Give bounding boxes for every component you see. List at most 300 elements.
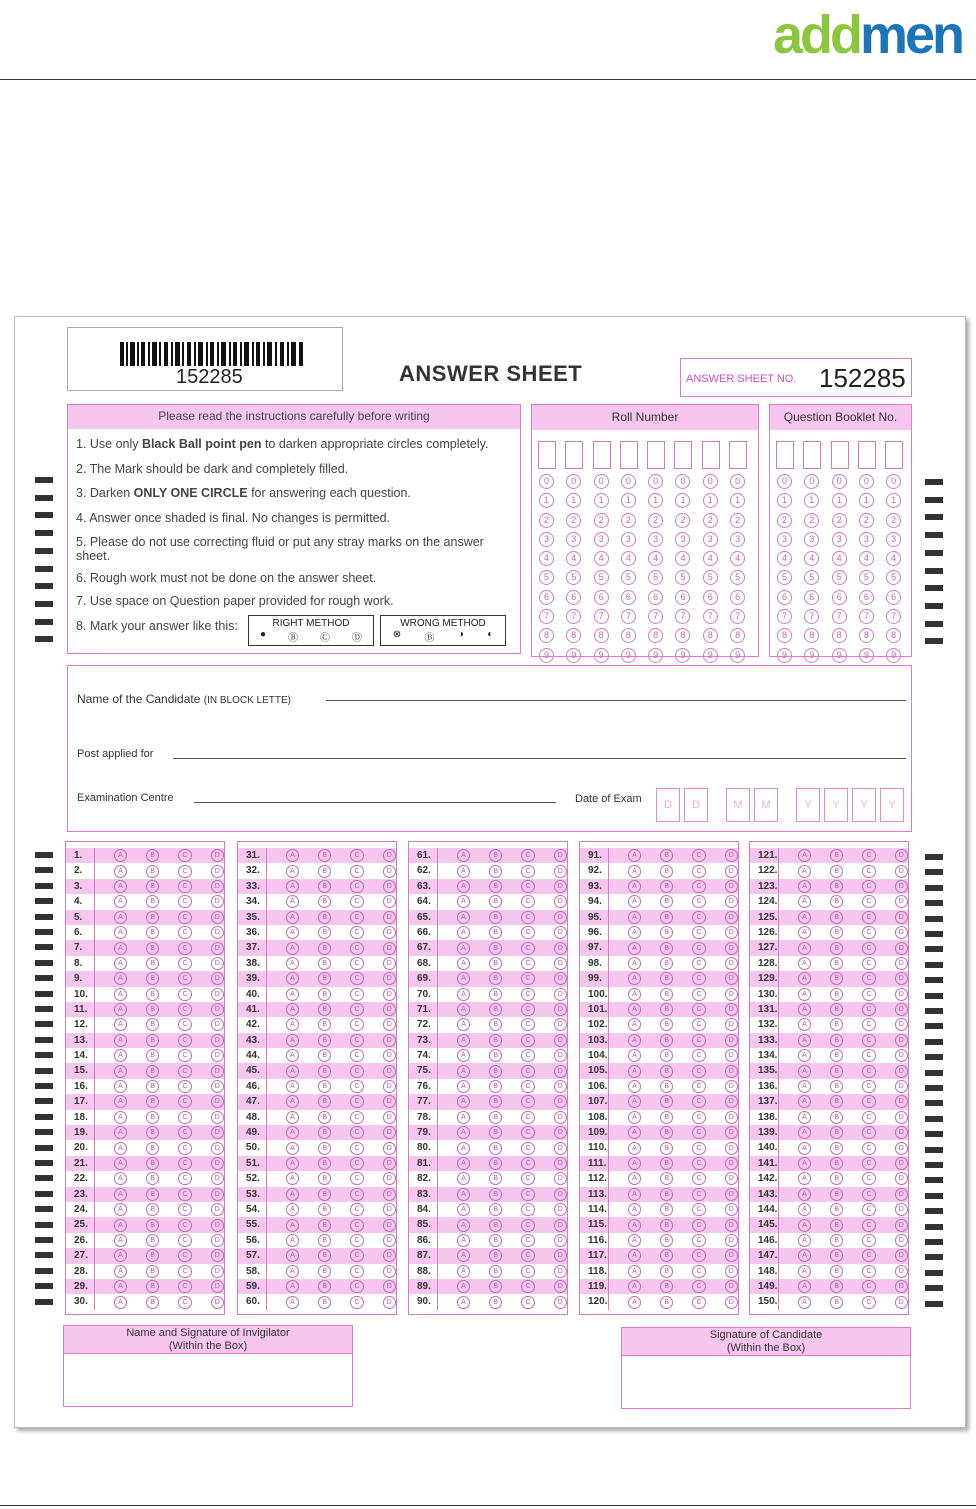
option-bubble[interactable]: B: [318, 988, 331, 1001]
option-bubble[interactable]: A: [457, 1142, 470, 1155]
option-bubble[interactable]: C: [862, 972, 875, 985]
option-bubble[interactable]: C: [862, 1203, 875, 1216]
option-bubble[interactable]: A: [798, 1234, 811, 1247]
option-bubble[interactable]: C: [350, 1296, 363, 1309]
option-bubble[interactable]: B: [660, 1157, 673, 1170]
option-bubble[interactable]: B: [830, 942, 843, 955]
option-bubble[interactable]: B: [830, 988, 843, 1001]
option-bubble[interactable]: A: [628, 1249, 641, 1262]
option-bubble[interactable]: D: [554, 1034, 567, 1047]
option-bubble[interactable]: C: [692, 1126, 705, 1139]
option-bubble[interactable]: C: [692, 1111, 705, 1124]
roll-digit-box[interactable]: [647, 441, 665, 469]
option-bubble[interactable]: C: [692, 1249, 705, 1262]
option-bubble[interactable]: C: [178, 1234, 191, 1247]
option-bubble[interactable]: C: [692, 1003, 705, 1016]
option-bubble[interactable]: A: [114, 1111, 127, 1124]
option-bubble[interactable]: D: [554, 1249, 567, 1262]
roll-bubble[interactable]: 5: [621, 570, 636, 585]
booklet-bubble[interactable]: 6: [832, 590, 847, 605]
option-bubble[interactable]: C: [178, 1080, 191, 1093]
option-bubble[interactable]: C: [350, 988, 363, 1001]
option-bubble[interactable]: C: [692, 880, 705, 893]
option-bubble[interactable]: B: [318, 1111, 331, 1124]
booklet-bubble[interactable]: 1: [886, 493, 901, 508]
date-box[interactable]: Y: [880, 788, 904, 822]
option-bubble[interactable]: C: [862, 865, 875, 878]
option-bubble[interactable]: B: [318, 1049, 331, 1062]
booklet-bubble[interactable]: 8: [886, 628, 901, 643]
option-bubble[interactable]: D: [725, 1234, 738, 1247]
option-bubble[interactable]: B: [146, 1234, 159, 1247]
roll-bubble[interactable]: 8: [594, 628, 609, 643]
roll-bubble[interactable]: 6: [566, 590, 581, 605]
booklet-digit-box[interactable]: [803, 441, 821, 469]
option-bubble[interactable]: D: [895, 1126, 908, 1139]
roll-bubble[interactable]: 1: [539, 493, 554, 508]
roll-bubble[interactable]: 9: [648, 648, 663, 663]
option-bubble[interactable]: B: [830, 1172, 843, 1185]
booklet-bubble[interactable]: 5: [777, 570, 792, 585]
option-bubble[interactable]: C: [178, 1203, 191, 1216]
roll-bubble[interactable]: 4: [730, 551, 745, 566]
option-bubble[interactable]: B: [660, 1065, 673, 1078]
option-bubble[interactable]: A: [628, 957, 641, 970]
option-bubble[interactable]: A: [457, 1203, 470, 1216]
roll-bubble[interactable]: 2: [539, 513, 554, 528]
option-bubble[interactable]: A: [628, 849, 641, 862]
roll-digit-box[interactable]: [620, 441, 638, 469]
option-bubble[interactable]: B: [830, 1126, 843, 1139]
option-bubble[interactable]: C: [178, 1003, 191, 1016]
option-bubble[interactable]: B: [660, 1203, 673, 1216]
option-bubble[interactable]: C: [862, 926, 875, 939]
option-bubble[interactable]: B: [318, 1065, 331, 1078]
option-bubble[interactable]: D: [554, 880, 567, 893]
option-bubble[interactable]: D: [895, 1095, 908, 1108]
booklet-bubble[interactable]: 2: [777, 513, 792, 528]
option-bubble[interactable]: A: [798, 972, 811, 985]
option-bubble[interactable]: D: [725, 1111, 738, 1124]
option-bubble[interactable]: A: [798, 1157, 811, 1170]
option-bubble[interactable]: D: [895, 1296, 908, 1309]
option-bubble[interactable]: C: [692, 1034, 705, 1047]
option-bubble[interactable]: A: [628, 1003, 641, 1016]
option-bubble[interactable]: B: [660, 1142, 673, 1155]
option-bubble[interactable]: C: [178, 1018, 191, 1031]
option-bubble[interactable]: A: [457, 1003, 470, 1016]
option-bubble[interactable]: C: [862, 1219, 875, 1232]
option-bubble[interactable]: A: [114, 911, 127, 924]
option-bubble[interactable]: A: [457, 1234, 470, 1247]
option-bubble[interactable]: D: [895, 1049, 908, 1062]
option-bubble[interactable]: D: [383, 942, 396, 955]
option-bubble[interactable]: D: [383, 849, 396, 862]
option-bubble[interactable]: A: [798, 1018, 811, 1031]
option-bubble[interactable]: B: [318, 957, 331, 970]
option-bubble[interactable]: A: [457, 849, 470, 862]
option-bubble[interactable]: B: [318, 880, 331, 893]
option-bubble[interactable]: D: [725, 1188, 738, 1201]
option-bubble[interactable]: B: [660, 1188, 673, 1201]
option-bubble[interactable]: D: [725, 1157, 738, 1170]
option-bubble[interactable]: A: [457, 972, 470, 985]
option-bubble[interactable]: D: [383, 1095, 396, 1108]
option-bubble[interactable]: A: [286, 880, 299, 893]
option-bubble[interactable]: C: [692, 1296, 705, 1309]
option-bubble[interactable]: D: [895, 1265, 908, 1278]
option-bubble[interactable]: B: [830, 1080, 843, 1093]
option-bubble[interactable]: B: [146, 1034, 159, 1047]
option-bubble[interactable]: D: [725, 1280, 738, 1293]
roll-bubble[interactable]: 2: [703, 513, 718, 528]
roll-bubble[interactable]: 0: [594, 474, 609, 489]
roll-bubble[interactable]: 9: [539, 648, 554, 663]
option-bubble[interactable]: C: [521, 1018, 534, 1031]
option-bubble[interactable]: C: [350, 1003, 363, 1016]
roll-bubble[interactable]: 8: [566, 628, 581, 643]
option-bubble[interactable]: B: [318, 1280, 331, 1293]
option-bubble[interactable]: B: [318, 942, 331, 955]
option-bubble[interactable]: D: [383, 1080, 396, 1093]
option-bubble[interactable]: D: [211, 1157, 224, 1170]
option-bubble[interactable]: D: [554, 926, 567, 939]
option-bubble[interactable]: B: [146, 988, 159, 1001]
option-bubble[interactable]: C: [862, 988, 875, 1001]
booklet-bubble[interactable]: 7: [832, 609, 847, 624]
booklet-bubble[interactable]: 9: [777, 648, 792, 663]
roll-digit-box[interactable]: [674, 441, 692, 469]
option-bubble[interactable]: D: [211, 1095, 224, 1108]
invigilator-signature-box[interactable]: [63, 1325, 353, 1407]
option-bubble[interactable]: C: [521, 1265, 534, 1278]
option-bubble[interactable]: C: [862, 895, 875, 908]
option-bubble[interactable]: B: [660, 972, 673, 985]
roll-bubble[interactable]: 9: [621, 648, 636, 663]
roll-bubble[interactable]: 4: [703, 551, 718, 566]
option-bubble[interactable]: D: [211, 1003, 224, 1016]
roll-bubble[interactable]: 8: [539, 628, 554, 643]
option-bubble[interactable]: C: [521, 972, 534, 985]
option-bubble[interactable]: B: [146, 1172, 159, 1185]
option-bubble[interactable]: D: [554, 849, 567, 862]
option-bubble[interactable]: D: [554, 1265, 567, 1278]
option-bubble[interactable]: B: [489, 1111, 502, 1124]
option-bubble[interactable]: B: [146, 1080, 159, 1093]
option-bubble[interactable]: D: [211, 1142, 224, 1155]
option-bubble[interactable]: C: [862, 1003, 875, 1016]
booklet-bubble[interactable]: 1: [777, 493, 792, 508]
roll-bubble[interactable]: 3: [566, 532, 581, 547]
booklet-bubble[interactable]: 0: [832, 474, 847, 489]
option-bubble[interactable]: B: [318, 1080, 331, 1093]
option-bubble[interactable]: C: [521, 1034, 534, 1047]
option-bubble[interactable]: D: [725, 1003, 738, 1016]
roll-bubble[interactable]: 1: [675, 493, 690, 508]
option-bubble[interactable]: C: [178, 972, 191, 985]
option-bubble[interactable]: D: [895, 1003, 908, 1016]
booklet-bubble[interactable]: 9: [804, 648, 819, 663]
booklet-bubble[interactable]: 1: [804, 493, 819, 508]
roll-bubble[interactable]: 0: [675, 474, 690, 489]
option-bubble[interactable]: C: [692, 911, 705, 924]
option-bubble[interactable]: C: [350, 1049, 363, 1062]
option-bubble[interactable]: C: [692, 1157, 705, 1170]
option-bubble[interactable]: A: [286, 972, 299, 985]
option-bubble[interactable]: B: [830, 957, 843, 970]
option-bubble[interactable]: D: [725, 1034, 738, 1047]
option-bubble[interactable]: B: [489, 1234, 502, 1247]
option-bubble[interactable]: A: [114, 1188, 127, 1201]
option-bubble[interactable]: B: [830, 926, 843, 939]
option-bubble[interactable]: A: [114, 1142, 127, 1155]
option-bubble[interactable]: A: [114, 865, 127, 878]
option-bubble[interactable]: B: [146, 1065, 159, 1078]
option-bubble[interactable]: B: [489, 1065, 502, 1078]
option-bubble[interactable]: A: [286, 849, 299, 862]
option-bubble[interactable]: D: [554, 1157, 567, 1170]
option-bubble[interactable]: D: [383, 1018, 396, 1031]
option-bubble[interactable]: B: [146, 1111, 159, 1124]
option-bubble[interactable]: D: [211, 1172, 224, 1185]
option-bubble[interactable]: A: [457, 1126, 470, 1139]
option-bubble[interactable]: C: [862, 1049, 875, 1062]
option-bubble[interactable]: A: [286, 1003, 299, 1016]
option-bubble[interactable]: C: [350, 1219, 363, 1232]
option-bubble[interactable]: C: [692, 1049, 705, 1062]
option-bubble[interactable]: C: [350, 849, 363, 862]
option-bubble[interactable]: B: [489, 972, 502, 985]
option-bubble[interactable]: A: [286, 957, 299, 970]
roll-bubble[interactable]: 2: [566, 513, 581, 528]
option-bubble[interactable]: C: [178, 1095, 191, 1108]
candidate-signature-box[interactable]: [621, 1327, 911, 1409]
roll-bubble[interactable]: 3: [621, 532, 636, 547]
option-bubble[interactable]: D: [895, 1065, 908, 1078]
option-bubble[interactable]: D: [554, 1142, 567, 1155]
option-bubble[interactable]: C: [350, 895, 363, 908]
option-bubble[interactable]: C: [521, 1142, 534, 1155]
option-bubble[interactable]: B: [489, 1034, 502, 1047]
option-bubble[interactable]: A: [798, 1296, 811, 1309]
option-bubble[interactable]: A: [286, 1034, 299, 1047]
roll-bubble[interactable]: 4: [594, 551, 609, 566]
option-bubble[interactable]: A: [114, 895, 127, 908]
option-bubble[interactable]: D: [211, 849, 224, 862]
booklet-bubble[interactable]: 5: [832, 570, 847, 585]
option-bubble[interactable]: B: [146, 942, 159, 955]
option-bubble[interactable]: B: [830, 1018, 843, 1031]
option-bubble[interactable]: C: [862, 1080, 875, 1093]
option-bubble[interactable]: C: [862, 1280, 875, 1293]
option-bubble[interactable]: B: [146, 1265, 159, 1278]
option-bubble[interactable]: B: [489, 1018, 502, 1031]
option-bubble[interactable]: B: [489, 865, 502, 878]
option-bubble[interactable]: C: [178, 1126, 191, 1139]
option-bubble[interactable]: D: [554, 1219, 567, 1232]
option-bubble[interactable]: A: [114, 1249, 127, 1262]
option-bubble[interactable]: A: [286, 1219, 299, 1232]
roll-bubble[interactable]: 3: [594, 532, 609, 547]
booklet-bubble[interactable]: 0: [886, 474, 901, 489]
option-bubble[interactable]: D: [554, 1065, 567, 1078]
option-bubble[interactable]: D: [554, 1234, 567, 1247]
option-bubble[interactable]: D: [383, 865, 396, 878]
option-bubble[interactable]: B: [146, 1296, 159, 1309]
option-bubble[interactable]: A: [628, 1203, 641, 1216]
option-bubble[interactable]: A: [114, 1280, 127, 1293]
option-bubble[interactable]: B: [660, 849, 673, 862]
option-bubble[interactable]: C: [350, 926, 363, 939]
option-bubble[interactable]: C: [521, 849, 534, 862]
roll-bubble[interactable]: 6: [730, 590, 745, 605]
option-bubble[interactable]: C: [521, 1219, 534, 1232]
date-box[interactable]: Y: [824, 788, 848, 822]
roll-bubble[interactable]: 1: [594, 493, 609, 508]
option-bubble[interactable]: C: [350, 1065, 363, 1078]
option-bubble[interactable]: C: [862, 1172, 875, 1185]
option-bubble[interactable]: C: [692, 1203, 705, 1216]
option-bubble[interactable]: A: [457, 1095, 470, 1108]
booklet-bubble[interactable]: 2: [804, 513, 819, 528]
option-bubble[interactable]: C: [178, 1157, 191, 1170]
option-bubble[interactable]: C: [692, 1018, 705, 1031]
option-bubble[interactable]: A: [457, 880, 470, 893]
option-bubble[interactable]: D: [895, 1111, 908, 1124]
option-bubble[interactable]: B: [660, 1280, 673, 1293]
option-bubble[interactable]: C: [521, 1296, 534, 1309]
option-bubble[interactable]: B: [489, 895, 502, 908]
booklet-bubble[interactable]: 7: [859, 609, 874, 624]
option-bubble[interactable]: D: [383, 880, 396, 893]
option-bubble[interactable]: D: [725, 1142, 738, 1155]
option-bubble[interactable]: D: [895, 1249, 908, 1262]
option-bubble[interactable]: D: [211, 926, 224, 939]
booklet-bubble[interactable]: 3: [886, 532, 901, 547]
option-bubble[interactable]: A: [798, 1034, 811, 1047]
option-bubble[interactable]: A: [628, 972, 641, 985]
option-bubble[interactable]: B: [146, 926, 159, 939]
option-bubble[interactable]: D: [895, 1034, 908, 1047]
option-bubble[interactable]: A: [286, 926, 299, 939]
option-bubble[interactable]: D: [383, 1034, 396, 1047]
option-bubble[interactable]: A: [628, 1049, 641, 1062]
booklet-bubble[interactable]: 6: [886, 590, 901, 605]
option-bubble[interactable]: A: [286, 865, 299, 878]
option-bubble[interactable]: D: [895, 1280, 908, 1293]
option-bubble[interactable]: A: [798, 942, 811, 955]
option-bubble[interactable]: B: [318, 849, 331, 862]
option-bubble[interactable]: A: [457, 1111, 470, 1124]
date-box[interactable]: Y: [852, 788, 876, 822]
option-bubble[interactable]: D: [725, 988, 738, 1001]
option-bubble[interactable]: C: [692, 988, 705, 1001]
option-bubble[interactable]: C: [692, 1219, 705, 1232]
booklet-bubble[interactable]: 8: [777, 628, 792, 643]
option-bubble[interactable]: D: [211, 942, 224, 955]
option-bubble[interactable]: B: [146, 1126, 159, 1139]
roll-bubble[interactable]: 1: [703, 493, 718, 508]
option-bubble[interactable]: A: [628, 1111, 641, 1124]
booklet-bubble[interactable]: 4: [886, 551, 901, 566]
option-bubble[interactable]: C: [350, 1249, 363, 1262]
option-bubble[interactable]: A: [114, 1234, 127, 1247]
option-bubble[interactable]: C: [178, 988, 191, 1001]
roll-bubble[interactable]: 2: [730, 513, 745, 528]
option-bubble[interactable]: B: [489, 988, 502, 1001]
option-bubble[interactable]: A: [798, 926, 811, 939]
option-bubble[interactable]: D: [725, 1219, 738, 1232]
option-bubble[interactable]: A: [628, 988, 641, 1001]
option-bubble[interactable]: A: [114, 1219, 127, 1232]
roll-bubble[interactable]: 9: [566, 648, 581, 663]
option-bubble[interactable]: B: [830, 880, 843, 893]
option-bubble[interactable]: C: [692, 1234, 705, 1247]
option-bubble[interactable]: C: [521, 1172, 534, 1185]
option-bubble[interactable]: D: [383, 926, 396, 939]
option-bubble[interactable]: A: [114, 1095, 127, 1108]
option-bubble[interactable]: A: [628, 1172, 641, 1185]
option-bubble[interactable]: C: [521, 1234, 534, 1247]
option-bubble[interactable]: D: [383, 1142, 396, 1155]
roll-bubble[interactable]: 0: [539, 474, 554, 489]
option-bubble[interactable]: B: [830, 1065, 843, 1078]
option-bubble[interactable]: B: [318, 1219, 331, 1232]
option-bubble[interactable]: A: [457, 865, 470, 878]
option-bubble[interactable]: C: [521, 988, 534, 1001]
roll-bubble[interactable]: 3: [648, 532, 663, 547]
option-bubble[interactable]: C: [350, 1080, 363, 1093]
roll-bubble[interactable]: 0: [566, 474, 581, 489]
option-bubble[interactable]: B: [489, 1157, 502, 1170]
option-bubble[interactable]: D: [383, 1234, 396, 1247]
option-bubble[interactable]: D: [211, 1126, 224, 1139]
option-bubble[interactable]: D: [383, 957, 396, 970]
option-bubble[interactable]: B: [146, 1003, 159, 1016]
roll-bubble[interactable]: 4: [621, 551, 636, 566]
option-bubble[interactable]: C: [350, 1126, 363, 1139]
option-bubble[interactable]: D: [383, 1065, 396, 1078]
option-bubble[interactable]: C: [862, 1188, 875, 1201]
option-bubble[interactable]: C: [350, 1111, 363, 1124]
option-bubble[interactable]: C: [862, 880, 875, 893]
option-bubble[interactable]: C: [350, 957, 363, 970]
option-bubble[interactable]: D: [211, 1034, 224, 1047]
option-bubble[interactable]: D: [554, 1018, 567, 1031]
option-bubble[interactable]: D: [383, 1126, 396, 1139]
roll-bubble[interactable]: 1: [566, 493, 581, 508]
option-bubble[interactable]: C: [178, 849, 191, 862]
option-bubble[interactable]: B: [318, 1188, 331, 1201]
option-bubble[interactable]: A: [457, 1219, 470, 1232]
option-bubble[interactable]: D: [383, 1280, 396, 1293]
option-bubble[interactable]: D: [211, 957, 224, 970]
option-bubble[interactable]: D: [211, 1219, 224, 1232]
option-bubble[interactable]: B: [489, 1095, 502, 1108]
option-bubble[interactable]: B: [146, 1249, 159, 1262]
option-bubble[interactable]: A: [457, 1034, 470, 1047]
booklet-bubble[interactable]: 2: [832, 513, 847, 528]
option-bubble[interactable]: D: [895, 926, 908, 939]
option-bubble[interactable]: A: [114, 1049, 127, 1062]
option-bubble[interactable]: B: [830, 972, 843, 985]
option-bubble[interactable]: A: [628, 1095, 641, 1108]
option-bubble[interactable]: A: [798, 1265, 811, 1278]
option-bubble[interactable]: C: [521, 942, 534, 955]
roll-bubble[interactable]: 7: [703, 609, 718, 624]
option-bubble[interactable]: B: [146, 1018, 159, 1031]
booklet-bubble[interactable]: 3: [859, 532, 874, 547]
